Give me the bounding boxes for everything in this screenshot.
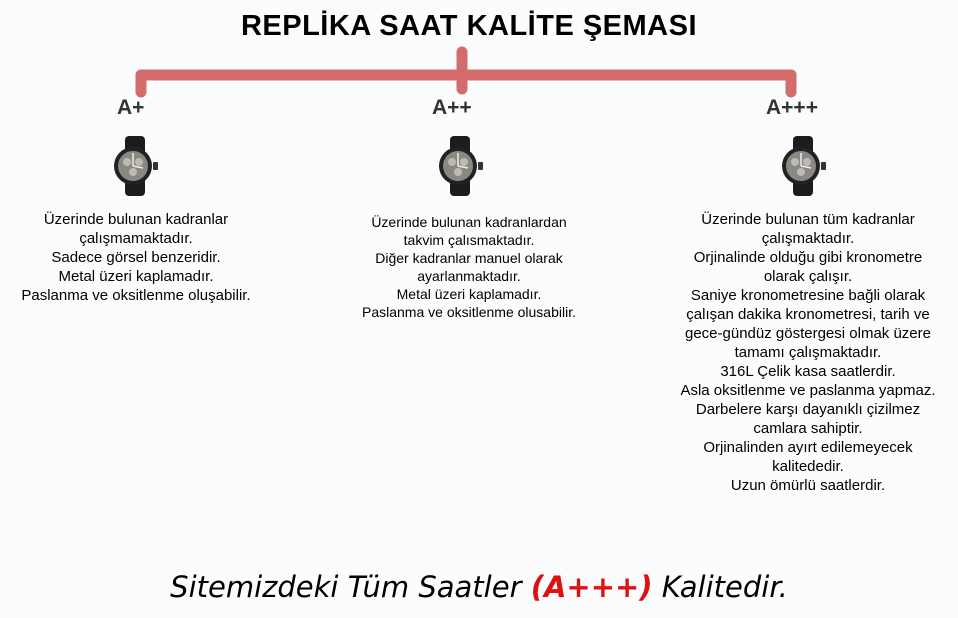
description-line: Üzerinde bulunan tüm kadranlar <box>701 211 915 228</box>
description-line: çalışan dakika kronometresi, tarih ve <box>686 306 930 323</box>
tier-grade-a-plus-plus: A++ <box>432 96 472 119</box>
description-line: Diğer kadranlar manuel olarak <box>375 250 563 266</box>
tier-description-a-plus <box>0 210 272 305</box>
description-line: çalışmaktadır. <box>761 230 855 247</box>
description-line: camlara sahiptir. <box>753 420 863 437</box>
description-line: Metal üzeri kaplamadır. <box>396 286 542 302</box>
description-line: Üzerinde bulunan kadranlardan <box>371 214 567 230</box>
tier-grade-a-plus: A+ <box>117 96 145 119</box>
wristwatch-icon <box>109 136 161 196</box>
description-line: Orjinalinden ayırt edilemeyecek <box>703 439 913 456</box>
description-line: tamamı çalışmaktadır. <box>734 344 882 361</box>
page-title: REPLİKA SAAT KALİTE ŞEMASI <box>240 10 698 42</box>
wristwatch-icon <box>434 136 486 196</box>
description-line: Üzerinde bulunan kadranlar <box>43 211 229 228</box>
footer-highlight: (A+++) <box>530 570 653 604</box>
description-line: Saniye kronometresine bağli olarak <box>690 287 926 304</box>
description-line: Paslanma ve oksitlenme oluşabilir. <box>21 287 251 304</box>
description-line: gece-gündüz göstergesi olmak üzere <box>685 325 931 342</box>
tier-description-a-plus-plus-plus <box>660 210 956 495</box>
tier-description-a-plus-plus <box>334 213 604 321</box>
wristwatch-icon <box>777 136 829 196</box>
footer-prefix: Sitemizdeki Tüm Saatler <box>170 570 531 604</box>
description-line: Darbelere karşı dayanıklı çizilmez <box>695 401 921 418</box>
description-line: kalitededir. <box>772 458 844 475</box>
footer-tagline <box>0 570 958 604</box>
tier-grade-a-plus-plus-plus: A+++ <box>766 96 818 119</box>
description-line: olarak çalışır. <box>763 268 853 285</box>
description-line: Uzun ömürlü saatlerdir. <box>730 477 886 494</box>
description-line: Orjinalinde olduğu gibi kronometre <box>693 249 923 266</box>
description-line: Metal üzeri kaplamadır. <box>58 268 214 285</box>
description-line: çalışmamaktadır. <box>79 230 193 247</box>
footer-suffix: Kalitedir. <box>652 570 788 604</box>
description-line: Sadece görsel benzeridir. <box>51 249 221 266</box>
description-line: Paslanma ve oksitlenme olusabilir. <box>362 304 576 320</box>
description-line: takvim çalısmaktadır. <box>403 232 535 248</box>
description-line: 316L Çelik kasa saatlerdir. <box>720 363 896 380</box>
description-line: ayarlanmaktadır. <box>417 268 521 284</box>
description-line: Asla oksitlenme ve paslanma yapmaz. <box>680 382 936 399</box>
